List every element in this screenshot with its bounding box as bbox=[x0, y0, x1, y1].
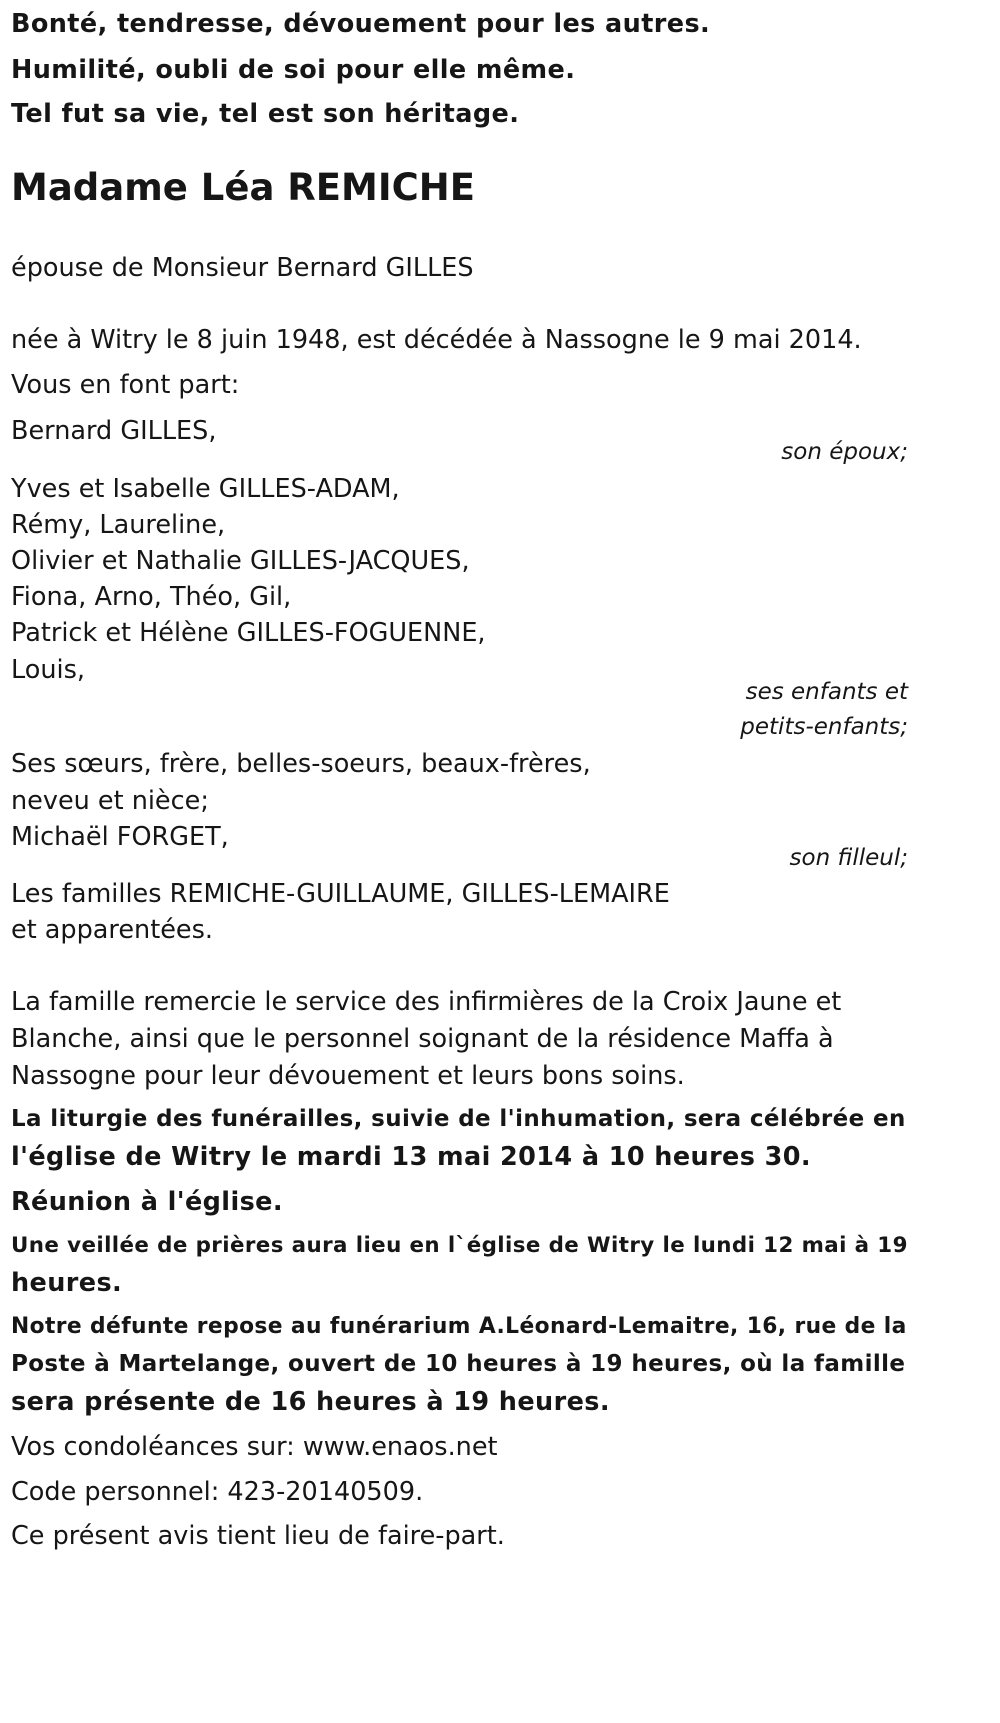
deceased-name-title: Madame Léa REMICHE bbox=[11, 166, 476, 209]
children-line: Louis, bbox=[11, 655, 85, 685]
personal-code-line: Code personnel: 423-20140509. bbox=[11, 1477, 424, 1507]
children-line: Patrick et Hélène GILLES-FOGUENNE, bbox=[11, 618, 486, 648]
notice-line: Ce présent avis tient lieu de faire-part. bbox=[11, 1521, 505, 1551]
birth-death-line: née à Witry le 8 juin 1948, est décédée à Nassogne le 9 mai 2014. bbox=[11, 325, 862, 355]
condolences-line: Vos condoléances sur: www.enaos.net bbox=[11, 1432, 498, 1462]
liturgy-line: l'église de Witry le mardi 13 mai 2014 à 10 heures 30. bbox=[11, 1142, 811, 1172]
siblings-line: Ses sœurs, frère, belles-soeurs, beaux-frères, bbox=[11, 749, 591, 779]
husband-name: Bernard GILLES, bbox=[11, 416, 217, 446]
children-role-line-1: ses enfants et bbox=[745, 679, 908, 705]
children-line: Rémy, Laureline, bbox=[11, 510, 226, 540]
families-line: et apparentées. bbox=[11, 915, 213, 945]
children-role-line-2: petits-enfants; bbox=[740, 714, 908, 740]
thanks-line: Nassogne pour leur dévouement et leurs bons soins. bbox=[11, 1061, 685, 1091]
children-line: Olivier et Nathalie GILLES-JACQUES, bbox=[11, 546, 470, 576]
motto-line-2: Humilité, oubli de soi pour elle même. bbox=[11, 55, 576, 85]
thanks-line: La famille remercie le service des infirmières de la Croix Jaune et bbox=[11, 987, 842, 1017]
children-line: Yves et Isabelle GILLES-ADAM, bbox=[11, 474, 400, 504]
families-line: Les familles REMICHE-GUILLAUME, GILLES-LEMAIRE bbox=[11, 879, 670, 909]
motto-line-1: Bonté, tendresse, dévouement pour les autres. bbox=[11, 9, 711, 39]
funerarium-line: Notre défunte repose au funérarium A.Léonard-Lemaitre, 16, rue de la bbox=[11, 1314, 907, 1339]
motto-line-3: Tel fut sa vie, tel est son héritage. bbox=[11, 99, 520, 129]
meeting-line: Réunion à l'église. bbox=[11, 1187, 283, 1217]
liturgy-line: La liturgie des funérailles, suivie de l'inhumation, sera célébrée en bbox=[11, 1106, 906, 1132]
children-line: Fiona, Arno, Théo, Gil, bbox=[11, 582, 292, 612]
vigil-line: Une veillée de prières aura lieu en l`église de Witry le lundi 12 mai à 19 bbox=[11, 1233, 908, 1258]
godson-role: son filleul; bbox=[789, 845, 908, 871]
husband-role: son époux; bbox=[781, 439, 908, 465]
funerarium-line: sera présente de 16 heures à 19 heures. bbox=[11, 1387, 610, 1417]
announce-line: Vous en font part: bbox=[11, 370, 240, 400]
siblings-line: Michaël FORGET, bbox=[11, 822, 229, 852]
siblings-line: neveu et nièce; bbox=[11, 786, 209, 816]
vigil-line: heures. bbox=[11, 1268, 123, 1298]
funerarium-line: Poste à Martelange, ouvert de 10 heures à 19 heures, où la famille bbox=[11, 1351, 906, 1377]
thanks-line: Blanche, ainsi que le personnel soignant de la résidence Maffa à bbox=[11, 1024, 834, 1054]
spouse-line: épouse de Monsieur Bernard GILLES bbox=[11, 253, 474, 283]
